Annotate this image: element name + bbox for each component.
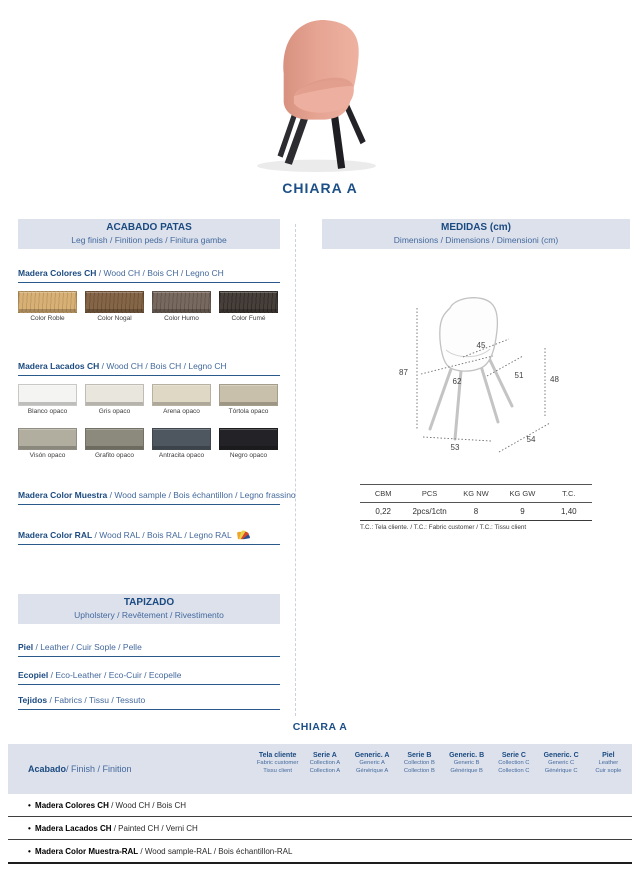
- swatch-label: Gris opaco: [98, 408, 131, 415]
- dimensions-title: MEDIDAS (cm): [440, 222, 511, 233]
- matrix-row-header-rest: / Finish / Finition: [66, 764, 132, 774]
- swatch-color-humo: [152, 291, 211, 322]
- chair-product-image: [250, 12, 384, 174]
- matrix-row-header-bold: Acabado: [28, 764, 67, 774]
- leg-finish-title: ACABADO PATAS: [106, 222, 192, 233]
- dim-seat-height: 48: [550, 375, 559, 384]
- matrix-row-madera-muestra-ral: • Madera Color Muestra-RAL / Wood sample-RAL / Bois échantillon-RAL: [8, 840, 632, 864]
- swatch-chip: [152, 428, 211, 450]
- matrix-col-serie-b: Serie B Collection B Collection B: [403, 752, 435, 774]
- swatch-chip: [219, 384, 278, 406]
- product-title: CHIARA A: [282, 180, 358, 196]
- upholstery-item-ecopiel: [18, 670, 280, 685]
- wood-ral-label: [18, 528, 280, 545]
- packing-col-cbm: CBM: [374, 489, 392, 498]
- packing-table: [360, 484, 592, 521]
- swatch-color-nogal: [85, 291, 144, 322]
- tc-footnote: T.C.: Tela cliente. / T.C.: Fabric customer / T.C.: Tissu client: [360, 524, 527, 531]
- chair-shadow: [257, 160, 376, 172]
- wood-colors-label-bold: Madera Colores CH: [18, 268, 97, 278]
- packing-col-tc: T.C.: [562, 489, 576, 498]
- swatch-label: Antracita opaco: [158, 452, 205, 459]
- matrix-finish-rows: [8, 794, 632, 864]
- matrix-col-serie-a: Serie A Collection A Collection A: [309, 752, 341, 774]
- swatch-chip: [18, 384, 77, 406]
- swatch-label: Color Nogal: [97, 315, 132, 322]
- lacquered-label-rest: / Wood CH / Bois CH / Legno CH: [99, 361, 227, 371]
- swatch-gris-opaco: [85, 384, 144, 415]
- swatch-negro-opaco: [219, 428, 278, 459]
- matrix-row-bold: Madera Lacados CH: [35, 824, 112, 833]
- packing-col-pcs: PCS: [421, 489, 438, 498]
- matrix-row-bold: Madera Colores CH: [35, 801, 109, 810]
- packing-val-cbm: 0,22: [375, 507, 391, 516]
- diagram-chair-shell: [440, 298, 498, 371]
- dim-total-height: 87: [399, 368, 408, 377]
- upholstery-item-rest: / Eco-Leather / Eco-Cuir / Ecopelle: [48, 670, 182, 680]
- lacquered-label-bold: Madera Lacados CH: [18, 361, 100, 371]
- matrix-row-rest: / Wood CH / Bois CH: [108, 801, 187, 810]
- swatch-arena-opaco: [152, 384, 211, 415]
- matrix-col-generic-c: Generic. C Generic C Générique C: [543, 752, 579, 774]
- leg-finish-header: [18, 219, 280, 249]
- swatch-antracita-opaco: [152, 428, 211, 459]
- swatch-label: Grafito opaco: [94, 452, 135, 459]
- dim-seat-depth: 51: [514, 371, 524, 380]
- matrix-row-madera-lacados: • Madera Lacados CH / Painted CH / Verni CH: [8, 817, 632, 840]
- swatch-chip: [219, 291, 278, 313]
- matrix-title: CHIARA A: [292, 721, 348, 733]
- upholstery-item-bold: Piel: [18, 642, 34, 652]
- ral-color-fan-icon: [236, 528, 251, 540]
- matrix-col-generic-a: Generic. A Generic A Générique A: [354, 752, 390, 774]
- dim-base-width: 53: [450, 443, 460, 452]
- dimensions-header: [322, 219, 630, 249]
- upholstery-subtitle: Upholstery / Revêtement / Rivestimento: [74, 609, 224, 620]
- swatch-chip: [85, 428, 144, 450]
- swatch-label: Color Fumé: [231, 315, 266, 322]
- matrix-header-band: [8, 744, 632, 794]
- matrix-col-generic-b: Generic. B Generic B Générique B: [449, 752, 485, 774]
- swatch-label: Arena opaco: [163, 408, 200, 415]
- swatch-label: Color Roble: [30, 315, 65, 322]
- lacquered-label: [18, 361, 280, 376]
- upholstery-item-piel: [18, 642, 280, 657]
- wood-ral-label-bold: Madera Color RAL: [18, 530, 93, 540]
- swatch-tortola-opaco: [219, 384, 278, 415]
- wood-colors-label-rest: / Wood CH / Bois CH / Legno CH: [96, 268, 224, 278]
- swatch-chip: [152, 291, 211, 313]
- packing-val-tc: 1,40: [561, 507, 577, 516]
- upholstery-item-bold: Tejidos: [18, 695, 48, 705]
- packing-table-header-row: [360, 484, 592, 503]
- swatch-chip: [18, 291, 77, 313]
- swatch-chip: [85, 291, 144, 313]
- matrix-col-tela-cliente: Tela cliente Fabric customer Tissu client: [256, 752, 299, 774]
- packing-val-kggw: 9: [520, 507, 525, 516]
- swatch-chip: [152, 384, 211, 406]
- packing-table-value-row: [360, 503, 592, 521]
- matrix-row-header: [8, 744, 254, 794]
- swatch-label: Visón opaco: [29, 452, 66, 459]
- swatch-chip: [85, 384, 144, 406]
- matrix-row-rest: / Wood sample-RAL / Bois échantillon-RAL: [138, 847, 293, 856]
- wood-colors-swatches: [18, 291, 284, 322]
- lacquered-swatches-row2: [18, 428, 284, 459]
- swatch-label: Blanco opaco: [27, 408, 68, 415]
- dimension-diagram: [393, 282, 595, 466]
- leg-finish-subtitle: Leg finish / Finition peds / Finitura gambe: [71, 234, 227, 245]
- packing-val-kgnw: 8: [473, 507, 479, 516]
- packing-col-kggw: KG GW: [509, 489, 536, 498]
- matrix-row-bold: Madera Color Muestra-RAL: [35, 847, 139, 856]
- wood-sample-label: [18, 490, 296, 505]
- swatch-vison-opaco: [18, 428, 77, 459]
- upholstery-title: TAPIZADO: [123, 597, 175, 608]
- swatch-color-fume: [219, 291, 278, 322]
- swatch-blanco-opaco: [18, 384, 77, 415]
- packing-val-pcs: 2pcs/1ctn: [412, 507, 447, 516]
- wood-ral-label-rest: / Wood RAL / Bois RAL / Legno RAL: [92, 530, 232, 540]
- wood-sample-label-rest: / Wood sample / Bois échantillon / Legno frassino: [107, 490, 296, 500]
- upholstery-header: [18, 594, 280, 624]
- matrix-col-serie-c: Serie C Collection C Collection C: [498, 752, 530, 774]
- swatch-chip: [219, 428, 278, 450]
- swatch-chip: [18, 428, 77, 450]
- swatch-grafito-opaco: [85, 428, 144, 459]
- swatch-color-roble: [18, 291, 77, 322]
- dim-total-depth: 62: [452, 377, 462, 386]
- dim-base-depth: 54: [526, 435, 536, 444]
- swatch-label: Negro opaco: [229, 452, 268, 459]
- dim-back-width: 45: [476, 341, 486, 350]
- packing-col-kgnw: KG NW: [463, 489, 489, 498]
- wood-colors-label: [18, 268, 280, 283]
- matrix-row-madera-colores: • Madera Colores CH / Wood CH / Bois CH: [8, 794, 632, 817]
- column-divider: [295, 224, 296, 716]
- wood-sample-label-bold: Madera Color Muestra: [18, 490, 108, 500]
- upholstery-item-bold: Ecopiel: [18, 670, 49, 680]
- upholstery-item-tejidos: [18, 695, 280, 710]
- swatch-label: Tórtola opaco: [228, 408, 269, 415]
- upholstery-item-rest: / Leather / Cuir Sople / Pelle: [33, 642, 142, 652]
- swatch-label: Color Humo: [164, 315, 199, 322]
- matrix-row-rest: / Painted CH / Verni CH: [111, 824, 198, 833]
- upholstery-item-rest: / Fabrics / Tissu / Tessuto: [47, 695, 146, 705]
- lacquered-swatches-row1: [18, 384, 284, 415]
- dimensions-subtitle: Dimensions / Dimensions / Dimensioni (cm): [393, 234, 559, 245]
- matrix-col-piel: Piel Leather Cuir sople: [595, 752, 622, 774]
